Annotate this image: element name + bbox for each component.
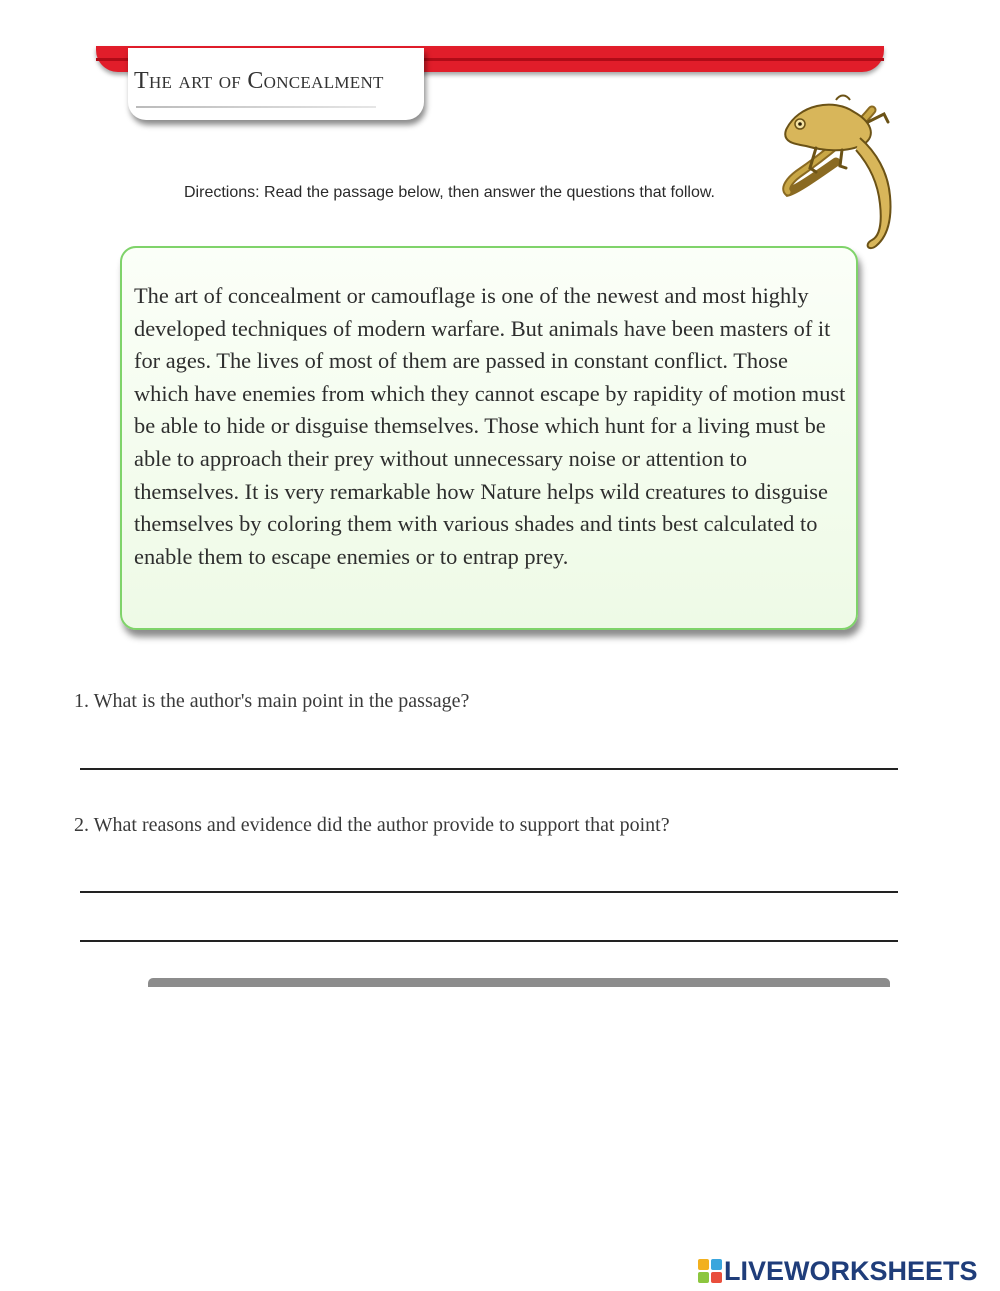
title-underline xyxy=(136,106,376,108)
passage-text: The art of concealment or camouflage is one of the newest and most highly developed techniques of modern warfare. But animals have been masters of it for ages. The lives of most of them are passed in constant conflict. Those which have enemies from which they cannot escape by rapidity of motion must be able to hide or disguise themselves. Those which hunt for a living must be able to approach their prey without unnecessary noise or attention to themselves. It is very remarkable how Nature helps wild creatures to disguise themselves by coloring them with various shades and tints best calculated to enable them to escape enemies or to entrap prey. xyxy=(134,283,846,569)
liveworksheets-logo-icon xyxy=(698,1259,722,1283)
footer-divider xyxy=(148,978,890,987)
title-tab xyxy=(128,48,424,120)
answer-line-1[interactable] xyxy=(80,768,898,770)
directions-text: Directions: Read the passage below, then answer the questions that follow. xyxy=(184,184,715,201)
question-1: 1. What is the author's main point in the passage? xyxy=(74,690,470,712)
worksheet-title: The art of Concealment xyxy=(134,68,384,94)
brand-name: LIVEWORKSHEETS xyxy=(724,1256,978,1286)
brand-logo-group xyxy=(698,1256,994,1286)
passage-box xyxy=(120,246,858,630)
question-2: 2. What reasons and evidence did the author provide to support that point? xyxy=(74,814,670,836)
chameleon-icon xyxy=(776,92,900,258)
answer-line-2a[interactable] xyxy=(80,891,898,893)
answer-line-2b[interactable] xyxy=(80,940,898,942)
